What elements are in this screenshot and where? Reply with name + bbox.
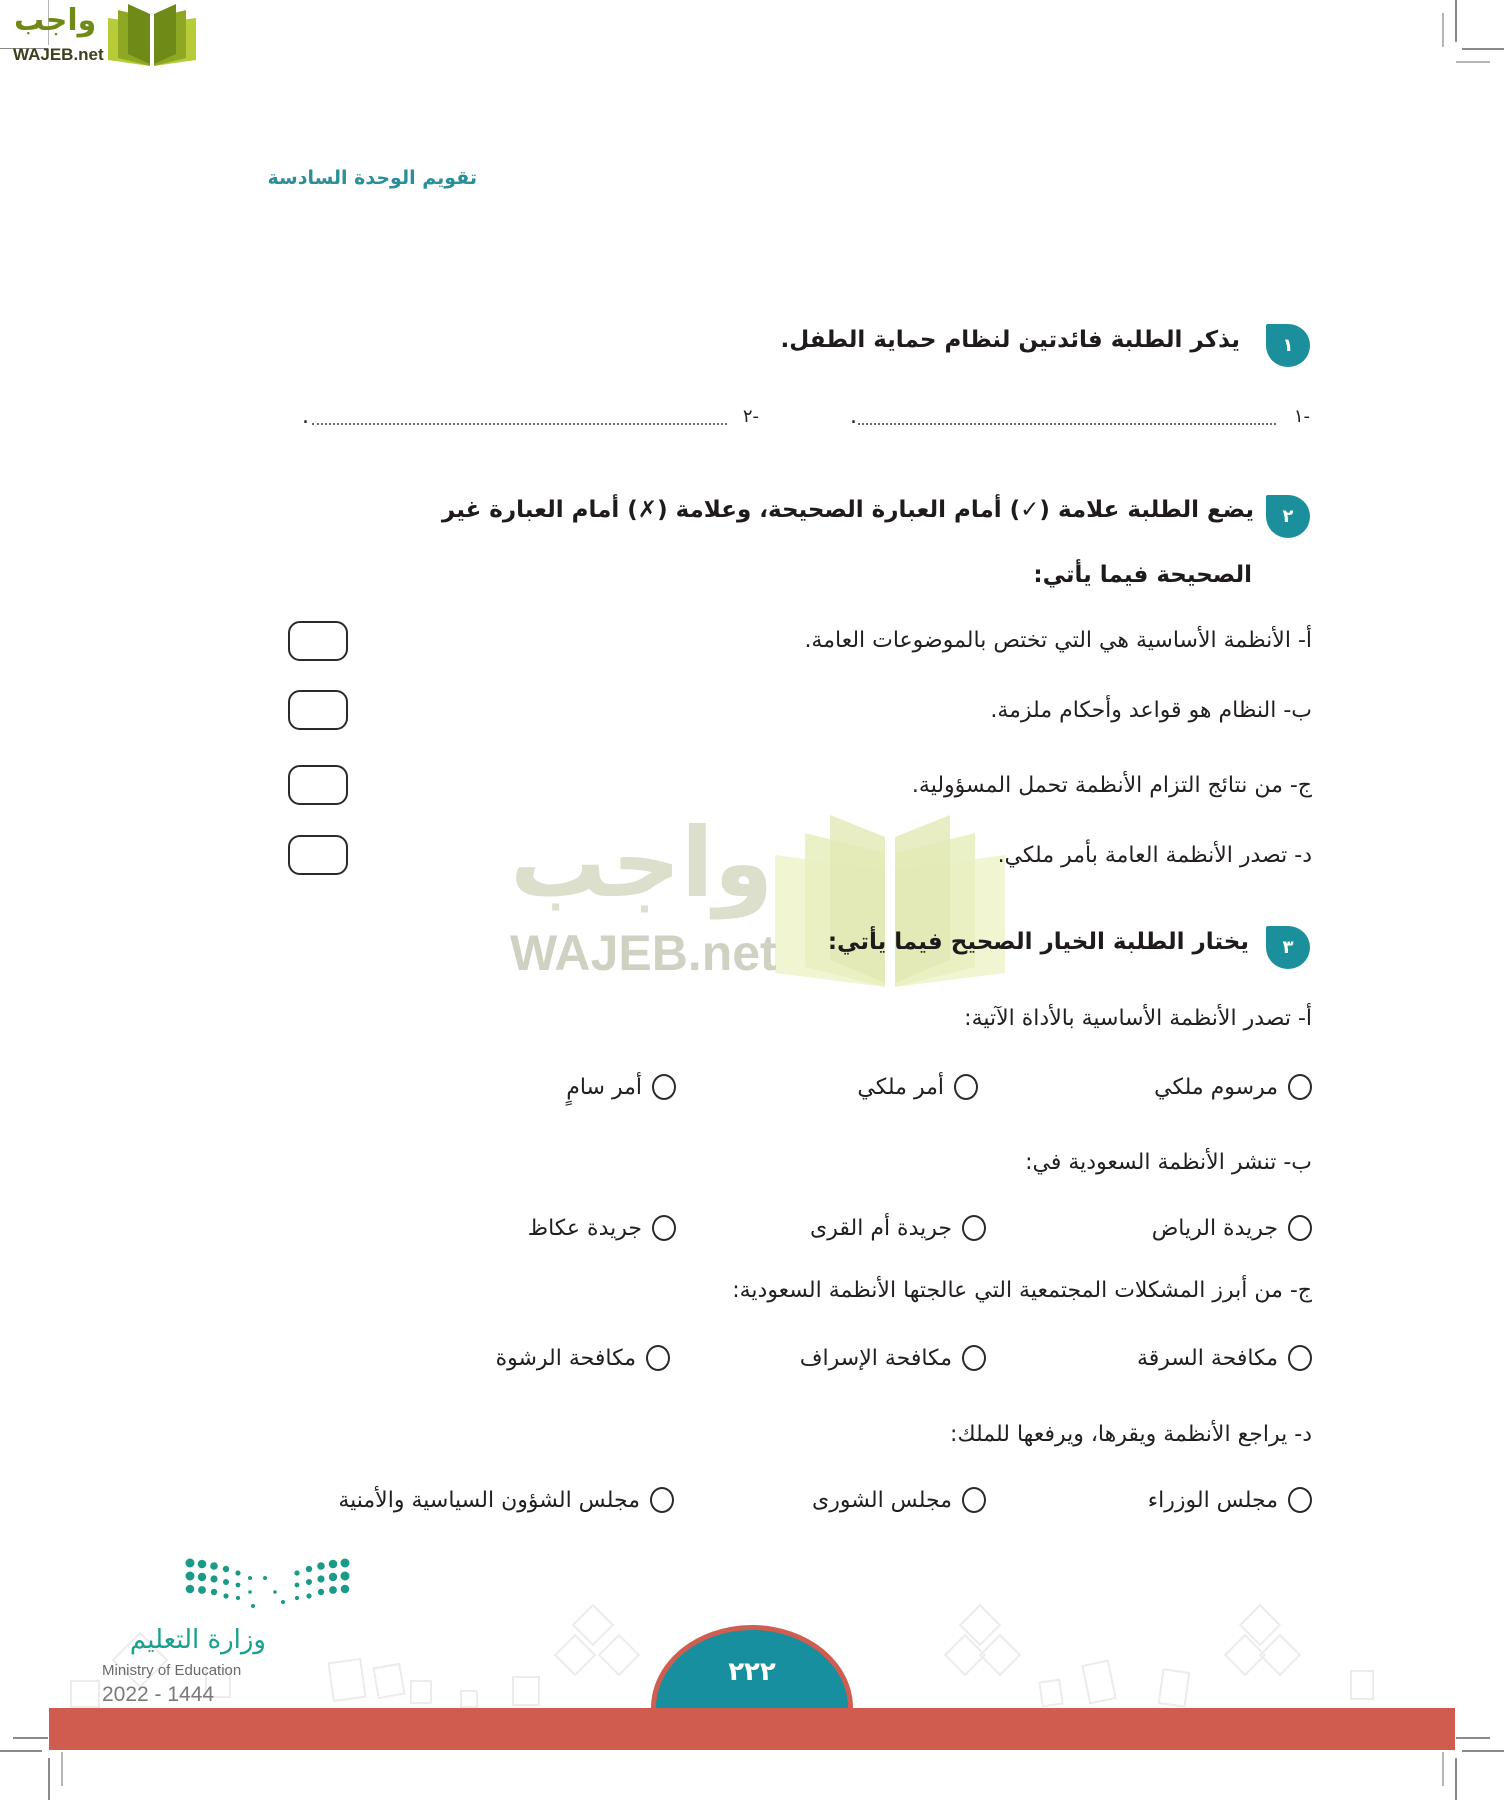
wajeb-logo-english: WAJEB.net xyxy=(13,45,104,64)
part-a-option-3[interactable] xyxy=(566,1074,676,1100)
crop-mark xyxy=(1462,48,1504,50)
part-a-prompt: أ- تصدر الأنظمة الأساسية بالأداة الآتية: xyxy=(964,1006,1312,1031)
radio-circle-icon[interactable] xyxy=(962,1487,986,1513)
answer-box-a[interactable] xyxy=(288,621,348,661)
ministry-name-arabic: وزارة التعليم xyxy=(129,1625,266,1655)
watermark xyxy=(505,807,1005,990)
radio-circle-icon[interactable] xyxy=(652,1215,676,1241)
radio-circle-icon[interactable] xyxy=(962,1345,986,1371)
answer-box-c[interactable] xyxy=(288,765,348,805)
option-label: جريدة الرياض xyxy=(1151,1215,1278,1241)
part-c-option-2[interactable] xyxy=(800,1345,986,1371)
crop-mark xyxy=(1456,61,1490,63)
crop-mark xyxy=(61,1752,63,1786)
radio-circle-icon[interactable] xyxy=(1288,1215,1312,1241)
footer-bar xyxy=(49,1708,1455,1750)
option-label: أمر ملكي xyxy=(857,1074,944,1100)
radio-circle-icon[interactable] xyxy=(1288,1487,1312,1513)
option-label: مجلس الشؤون السياسية والأمنية xyxy=(338,1487,640,1513)
statement-a: أ- الأنظمة الأساسية هي التي تختص بالموضوعات العامة. xyxy=(804,628,1312,653)
crop-mark xyxy=(1456,1737,1490,1739)
part-a-option-2[interactable] xyxy=(857,1074,978,1100)
blank-1-label: ١- xyxy=(1293,406,1310,427)
unit-review-title: تقويم الوحدة السادسة xyxy=(267,167,477,189)
answer-box-b[interactable] xyxy=(288,690,348,730)
answer-box-d[interactable] xyxy=(288,835,348,875)
blank-1-end: . xyxy=(850,404,857,429)
watermark-book-icon xyxy=(775,815,1005,987)
statement-d: د- تصدر الأنظمة العامة بأمر ملكي. xyxy=(997,843,1312,868)
crop-mark xyxy=(48,1758,50,1800)
crop-mark xyxy=(1455,1758,1457,1800)
radio-circle-icon[interactable] xyxy=(1288,1345,1312,1371)
part-a-option-1[interactable] xyxy=(1154,1074,1312,1100)
question-2-title-line1: يضع الطلبة علامة (✓) أمام العبارة الصحيحة، وعلامة (✗) أمام العبارة غير xyxy=(441,497,1254,523)
part-c-option-1[interactable] xyxy=(1137,1345,1312,1371)
statement-b: ب- النظام هو قواعد وأحكام ملزمة. xyxy=(990,698,1312,723)
question-2-badge: ٢ xyxy=(1266,495,1310,538)
blank-2-label: ٢- xyxy=(742,406,759,427)
option-label: مجلس الشورى xyxy=(812,1487,952,1513)
ministry-logo xyxy=(100,1555,360,1705)
option-label: مرسوم ملكي xyxy=(1154,1074,1278,1100)
crop-mark xyxy=(0,1750,42,1752)
option-label: مكافحة الإسراف xyxy=(799,1345,952,1371)
option-label: مكافحة السرقة xyxy=(1136,1345,1278,1371)
crop-mark xyxy=(1442,13,1444,47)
crop-mark xyxy=(1442,1752,1444,1786)
question-3-badge: ٣ xyxy=(1266,926,1310,969)
wajeb-logo[interactable] xyxy=(10,4,190,66)
crop-mark xyxy=(13,1737,48,1739)
watermark-arabic: واجب xyxy=(510,807,774,919)
part-b-option-2[interactable] xyxy=(810,1215,986,1241)
ministry-name-english: Ministry of Education xyxy=(102,1662,242,1679)
option-label: جريدة عكاظ xyxy=(527,1215,642,1241)
question-1-badge: ١ xyxy=(1266,324,1310,367)
watermark-english: WAJEB.net xyxy=(510,925,777,981)
radio-circle-icon[interactable] xyxy=(652,1074,676,1100)
question-2-title-line2: الصحيحة فيما يأتي: xyxy=(1033,562,1252,588)
option-label: أمر سامٍ xyxy=(566,1074,642,1100)
question-1-title: يذكر الطلبة فائدتين لنظام حماية الطفل. xyxy=(780,327,1240,353)
ministry-dots-icon xyxy=(185,1558,350,1613)
part-d-option-1[interactable] xyxy=(1148,1487,1312,1513)
open-book-icon xyxy=(106,4,198,66)
wajeb-logo-arabic: واجب xyxy=(14,3,97,38)
question-3-title: يختار الطلبة الخيار الصحيح فيما يأتي: xyxy=(827,929,1249,955)
crop-mark xyxy=(1462,1750,1504,1752)
option-label: مجلس الوزراء xyxy=(1147,1487,1278,1513)
edition-year: 2022 - 1444 xyxy=(102,1683,215,1706)
blank-2-end: . xyxy=(302,404,309,429)
part-c-prompt: ج- من أبرز المشكلات المجتمعية التي عالجتها الأنظمة السعودية: xyxy=(732,1278,1312,1303)
part-b-prompt: ب- تنشر الأنظمة السعودية في: xyxy=(1025,1150,1312,1175)
answer-line-1[interactable] xyxy=(858,423,1276,425)
radio-circle-icon[interactable] xyxy=(646,1345,670,1371)
radio-circle-icon[interactable] xyxy=(1288,1074,1312,1100)
part-b-option-1[interactable] xyxy=(1152,1215,1312,1241)
part-d-option-3[interactable] xyxy=(338,1487,674,1513)
statement-c: ج- من نتائج التزام الأنظمة تحمل المسؤولية. xyxy=(911,773,1312,798)
radio-circle-icon[interactable] xyxy=(962,1215,986,1241)
crop-mark xyxy=(1455,0,1457,42)
radio-circle-icon[interactable] xyxy=(954,1074,978,1100)
part-b-option-3[interactable] xyxy=(528,1215,676,1241)
radio-circle-icon[interactable] xyxy=(650,1487,674,1513)
part-d-option-2[interactable] xyxy=(812,1487,986,1513)
option-label: جريدة أم القرى xyxy=(810,1215,952,1241)
part-c-option-3[interactable] xyxy=(496,1345,670,1371)
page-number-badge: ٢٢٢ xyxy=(651,1625,853,1708)
option-label: مكافحة الرشوة xyxy=(495,1345,636,1371)
part-d-prompt: د- يراجع الأنظمة ويقرها، ويرفعها للملك: xyxy=(950,1422,1312,1447)
answer-line-2[interactable] xyxy=(312,423,727,425)
